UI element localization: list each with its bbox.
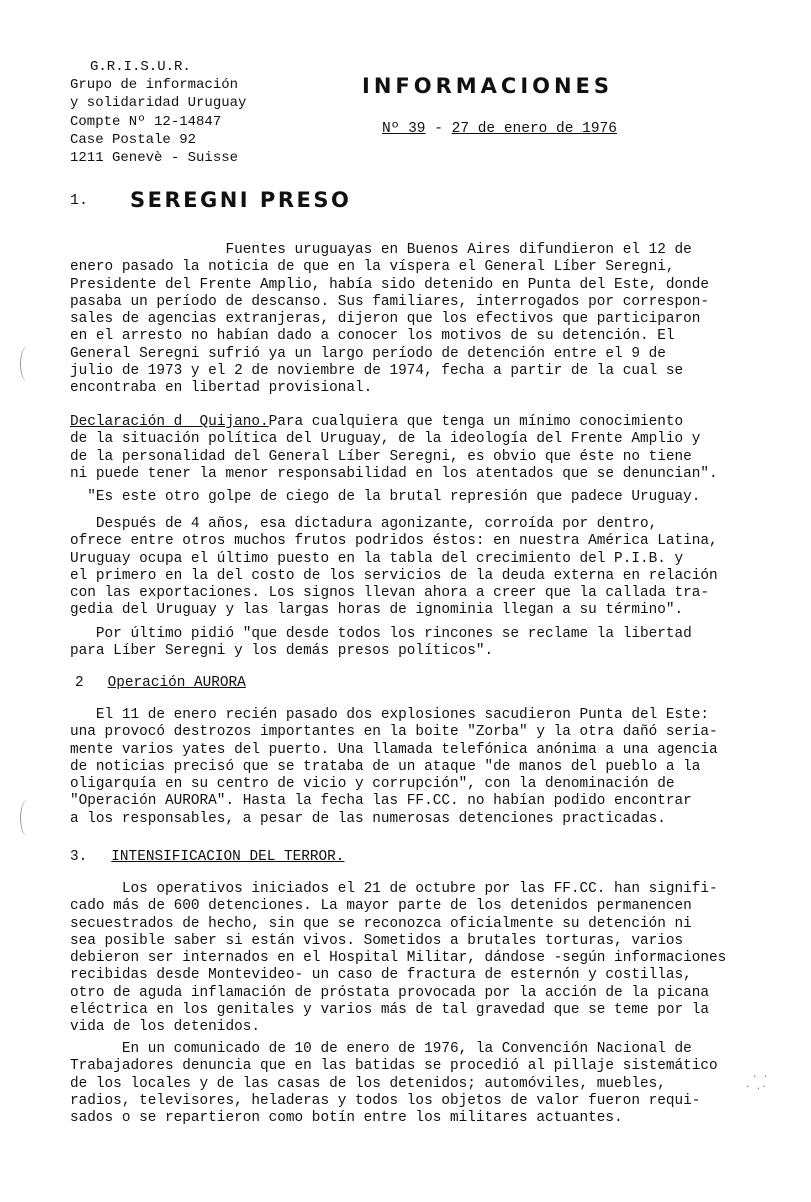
declaration-block bbox=[70, 414, 718, 483]
section-3-paragraph: En un comunicado de 10 de enero de 1976, la Convención Nacional de Trabajadores denuncia que en las batidas se procedió al pillaje sistemático de los locales y de las casas de los detenidos; automóviles, muebles, radios, televisores, heladeras y todos los objetos de valor fueron requi- sados o se repartieron como botín entre los militares actuantes. bbox=[70, 1041, 718, 1127]
stray-mark: · · bbox=[752, 1072, 769, 1082]
section-1-paragraph: Después de 4 años, esa dictadura agonizante, corroída por dentro, ofrece entre otros muchos frutos podridos éstos: en nuestra América Latina, Uruguay ocupa el último puesto en la tabla del crecimiento del P.I.B. y el primero en la del costo de los servicios de la deuda externa en relación con las exportaciones. Los signos llevan ahora a creer que la callada tra- gedia del Uruguay y las largas horas de ignominia llegan a su término". bbox=[70, 516, 718, 619]
org-line: Grupo de información bbox=[70, 77, 239, 94]
section-2-title: Operación AURORA bbox=[107, 675, 246, 691]
section-3-paragraph: Los operativos iniciados el 21 de octubre por las FF.CC. han signifi- cado más de 600 detenciones. La mayor parte de los detenidos permanencen secuestrados de hecho, sin que se reconozca oficialmente su detención ni sea posible saber si están vivos. Sometidos a brutales torturas, varios debieron ser internados en el Hospital Militar, dándose -según informaciones recibidas desde Montevideo- un caso de fractura de esternón y costillas, otro de aguda inflamación de próstata provocada por la acción de la picana eléctrica en los genitales y varios más de tal gravedad que se teme por la vida de los detenidos. bbox=[70, 881, 727, 1036]
section-2-heading bbox=[75, 675, 246, 691]
section-3-number: 3. bbox=[70, 849, 88, 865]
section-1-title: SEREGNI PRESO bbox=[130, 188, 352, 212]
organization-address bbox=[70, 58, 246, 167]
section-1-number: 1. bbox=[70, 192, 89, 209]
quote-line: "Es este otro golpe de ciego de la brutal represión que padece Uruguay. bbox=[70, 489, 701, 505]
org-line: y solidaridad Uruguay bbox=[70, 95, 247, 112]
section-2-paragraph: El 11 de enero recién pasado dos explosiones sacudieron Punta del Este: una provocó destrozos importantes en la boite "Zorba" y la otra dañó seria- mente varios yates del puerto. Una llamada telefónica anónima a una agencia de noticias precisó que se trataba de un ataque "de manos del pueblo a la oligarquía en su centro de vicio y corrupción", con la denominación de "Operación AURORA". Hasta la fecha las FF.CC. no habían podido encontrar a los responsables, a pesar de las numerosas detenciones practicadas. bbox=[70, 707, 718, 827]
declaration-label: Declaración d Quijano. bbox=[70, 414, 269, 430]
issue-number: Nº 39 bbox=[382, 121, 426, 137]
stray-mark: · .· bbox=[745, 1082, 767, 1092]
section-3-title: INTENSIFICACION DEL TERROR. bbox=[111, 849, 345, 865]
issue-date: 27 de enero de 1976 bbox=[451, 121, 617, 137]
org-acronym: G.R.I.S.U.R. bbox=[90, 59, 191, 75]
org-city: 1211 Genevè - Suisse bbox=[70, 150, 239, 167]
section-3-heading bbox=[70, 849, 344, 865]
section-1-paragraph: Fuentes uruguayas en Buenos Aires difundieron el 12 de enero pasado la noticia de que en la víspera el General Líber Seregni, Presidente del Frente Amplio, había sido detenido en Punta del Este, donde pasaba un período de descanso. Sus familiares, interrogados por correspon- sales de agencias extranjeras, dijeron que los efectivos que participaron en el arresto no habían dado a conocer los motivos de su detención. El General Seregni sufrió ya un largo período de detención entre el 9 de julio de 1973 y el 2 de noviembre de 1974, fecha a partir de la cual se encontraba en libertad provisional. bbox=[70, 242, 710, 397]
org-account: Compte Nº 12-14847 bbox=[70, 113, 222, 130]
org-postbox: Case Postale 92 bbox=[70, 131, 197, 148]
punch-hole-mark bbox=[20, 346, 35, 382]
issue-separator: - bbox=[425, 121, 452, 137]
bulletin-title: INFORMACIONES bbox=[362, 74, 614, 98]
issue-line bbox=[382, 121, 617, 137]
punch-hole-mark bbox=[20, 800, 35, 836]
declaration-text: Para cualquiera que tenga un mínimo conocimiento de la situación política del Uruguay, de la ideología del Frente Amplio y de la personalidad del General Líber Seregni, es obvio que éste no tiene ni puede tener la menor responsabilidad en los atentados que se denuncian". bbox=[70, 414, 718, 482]
section-2-number: 2 bbox=[75, 675, 84, 691]
section-1-paragraph: Por último pidió "que desde todos los rincones se reclame la libertad para Líber Seregni y los demás presos políticos". bbox=[70, 626, 692, 660]
